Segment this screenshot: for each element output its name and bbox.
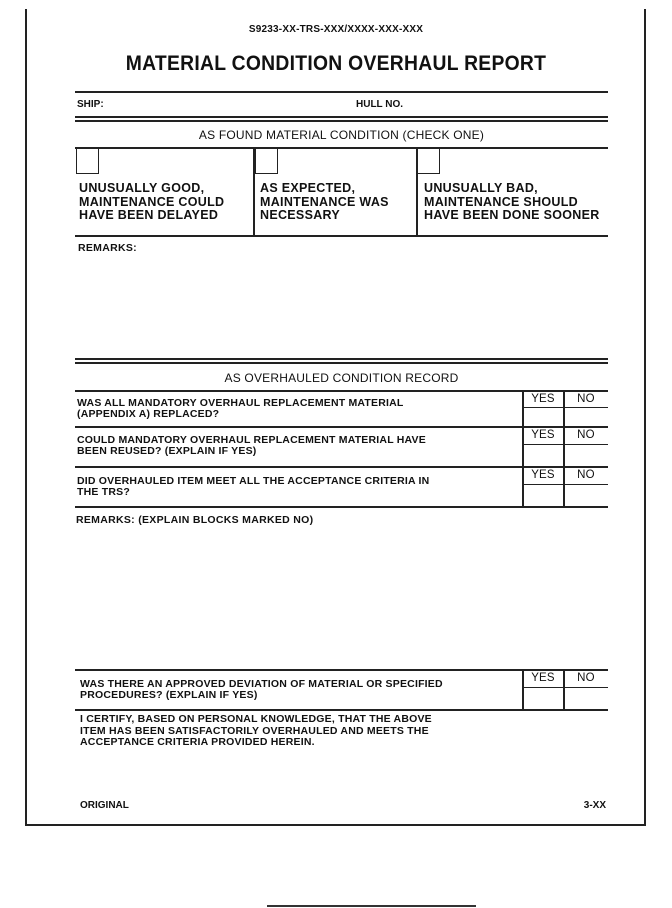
no-box-reused[interactable] [565, 446, 607, 465]
option-unusually-good: UNUSUALLY GOOD, MAINTENANCE COULD HAVE BEEN DELAYED [79, 181, 225, 222]
no-box-replaced[interactable] [565, 409, 607, 425]
as-overhauled-remarks-field[interactable] [76, 528, 606, 666]
rule [75, 116, 608, 118]
question-replaced: WAS ALL MANDATORY OVERHAUL REPLACEMENT MATERIAL (APPENDIX A) REPLACED? [77, 397, 404, 420]
rule [522, 687, 608, 688]
remarks-explain-label: REMARKS: (EXPLAIN BLOCKS MARKED NO) [76, 514, 314, 526]
rule [75, 235, 608, 237]
ship-label: SHIP: [77, 99, 104, 110]
certification-statement: I CERTIFY, BASED ON PERSONAL KNOWLEDGE, THAT THE ABOVE ITEM HAS BEEN SATISFACTORILY OVERHAULED AND MEETS THE ACCEPTANCE CRITERIA PROVIDED HEREIN. [80, 713, 432, 748]
question-deviation: WAS THERE AN APPROVED DEVIATION OF MATERIAL OR SPECIFIED PROCEDURES? (EXPLAIN IF YES) [80, 678, 443, 701]
page-title: MATERIAL CONDITION OVERHAUL REPORT [125, 52, 547, 75]
rule [75, 709, 608, 711]
column-divider [416, 148, 418, 236]
hull-number-label: HULL NO. [356, 99, 404, 110]
rule [75, 362, 608, 364]
no-label: NO [577, 469, 595, 481]
question-reused: COULD MANDATORY OVERHAUL REPLACEMENT MATERIAL HAVE BEEN REUSED? (EXPLAIN IF YES) [77, 434, 426, 457]
rule [75, 390, 608, 392]
no-label: NO [577, 429, 595, 441]
yes-label: YES [531, 393, 555, 405]
rule [75, 466, 608, 468]
hull-number-field[interactable] [408, 92, 608, 112]
yes-box-reused[interactable] [524, 446, 562, 465]
rule [75, 669, 608, 671]
no-label: NO [577, 393, 595, 405]
no-box-deviation[interactable] [565, 689, 607, 708]
rule [75, 358, 608, 360]
as-found-remarks-field[interactable] [78, 256, 606, 356]
yes-box-deviation[interactable] [524, 689, 562, 708]
column-divider [253, 148, 255, 236]
rule [522, 484, 608, 485]
yes-box-replaced[interactable] [524, 409, 562, 425]
as-found-heading: AS FOUND MATERIAL CONDITION (CHECK ONE) [198, 128, 485, 142]
checkbox-unusually-good[interactable] [76, 148, 99, 174]
question-acceptance-criteria: DID OVERHAULED ITEM MEET ALL THE ACCEPTANCE CRITERIA IN THE TRS? [77, 475, 430, 498]
bottom-rule [267, 905, 476, 907]
rule [75, 147, 608, 149]
footer-page-number: 3-XX [583, 800, 606, 811]
rule [75, 506, 608, 508]
remarks-label: REMARKS: [78, 242, 137, 254]
checkbox-as-expected[interactable] [255, 148, 278, 174]
option-as-expected: AS EXPECTED, MAINTENANCE WAS NECESSARY [260, 181, 389, 222]
checkbox-unusually-bad[interactable] [417, 148, 440, 174]
yes-box-acceptance[interactable] [524, 486, 562, 505]
no-label: NO [577, 672, 595, 684]
ship-field[interactable] [96, 92, 350, 112]
yes-label: YES [531, 469, 555, 481]
yes-label: YES [531, 429, 555, 441]
option-unusually-bad: UNUSUALLY BAD, MAINTENANCE SHOULD HAVE BEEN DONE SOONER [424, 181, 600, 222]
document-number: S9233-XX-TRS-XXX/XXXX-XXX-XXX [248, 24, 424, 35]
rule [75, 120, 608, 122]
yes-label: YES [531, 672, 555, 684]
rule [522, 407, 608, 408]
footer-original: ORIGINAL [80, 800, 129, 811]
rule [522, 444, 608, 445]
no-box-acceptance[interactable] [565, 486, 607, 505]
as-overhauled-heading: AS OVERHAULED CONDITION RECORD [224, 371, 459, 385]
rule [75, 426, 608, 428]
